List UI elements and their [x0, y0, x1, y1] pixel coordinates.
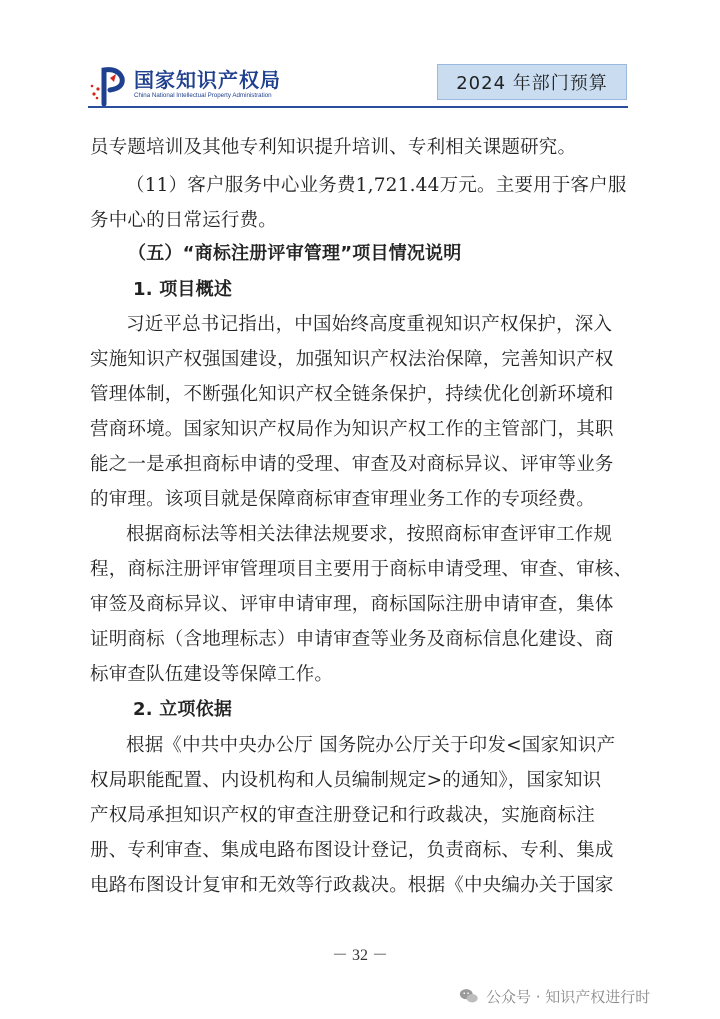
page-number: － 32 － — [331, 947, 388, 964]
body-line: 员专题培训及其他专利知识提升培训、专利相关课题研究。 — [90, 137, 577, 158]
body-line: 册、专利审查、集成电路布图设计登记，负责商标、专利、集成 — [90, 840, 614, 861]
body-line: 证明商标（含地理标志）申请审查等业务及商标信息化建设、商 — [90, 629, 614, 650]
body-line: 审签及商标异议、评审申请审理，商标国际注册申请审查，集体 — [90, 594, 614, 615]
header-divider — [88, 106, 628, 108]
body-line: 根据《中共中央办公厅 国务院办公厅关于印发<国家知识产 — [126, 735, 616, 756]
body-line: 务中心的日常运行费。 — [90, 210, 278, 231]
body-line: 营商环境。国家知识产权局作为知识产权工作的主管部门，其职 — [90, 419, 614, 440]
wechat-watermark — [458, 984, 650, 1008]
logo-english-name: China National Intellectual Property Administration — [134, 92, 272, 99]
watermark-text: 公众号 · 知识产权进行时 — [486, 987, 651, 1006]
body-line: 习近平总书记指出，中国始终高度重视知识产权保护，深入 — [126, 314, 613, 335]
body-line: 权局职能配置、内设机构和人员编制规定>的通知》，国家知识 — [90, 770, 602, 791]
body-line: 电路布图设计复审和无效等行政裁决。根据《中央编办关于国家 — [90, 875, 614, 896]
subsection-heading: 1. 项目概述 — [133, 279, 233, 300]
body-line: 的审理。该项目就是保障商标审查审理业务工作的专项经费。 — [90, 489, 595, 510]
wechat-icon — [458, 985, 480, 1007]
budget-title-badge: 2024 年部门预算 — [437, 64, 627, 100]
body-line: 能之一是承担商标申请的受理、审查及对商标异议、评审等业务 — [90, 454, 614, 475]
body-line: 标审查队伍建设等保障工作。 — [90, 664, 334, 685]
cnipa-emblem-icon — [88, 64, 130, 106]
logo-chinese-name: 国家知识产权局 — [134, 68, 281, 92]
body-line: 根据商标法等相关法律法规要求，按照商标审查评审工作规 — [126, 524, 613, 545]
cnipa-logo — [88, 62, 288, 106]
body-line: 程，商标注册评审管理项目主要用于商标申请受理、审查、审核、 — [90, 559, 633, 580]
body-line: 管理体制，不断强化知识产权全链条保护，持续优化创新环境和 — [90, 384, 614, 405]
body-line: 产权局承担知识产权的审查注册登记和行政裁决，实施商标注 — [90, 805, 595, 826]
body-line: （11）客户服务中心业务费1,721.44万元。主要用于客户服 — [126, 175, 627, 196]
subsection-heading: 2. 立项依据 — [133, 699, 233, 720]
section-heading: （五）“商标注册评审管理”项目情况说明 — [128, 243, 462, 264]
body-line: 实施知识产权强国建设，加强知识产权法治保障，完善知识产权 — [90, 349, 614, 370]
